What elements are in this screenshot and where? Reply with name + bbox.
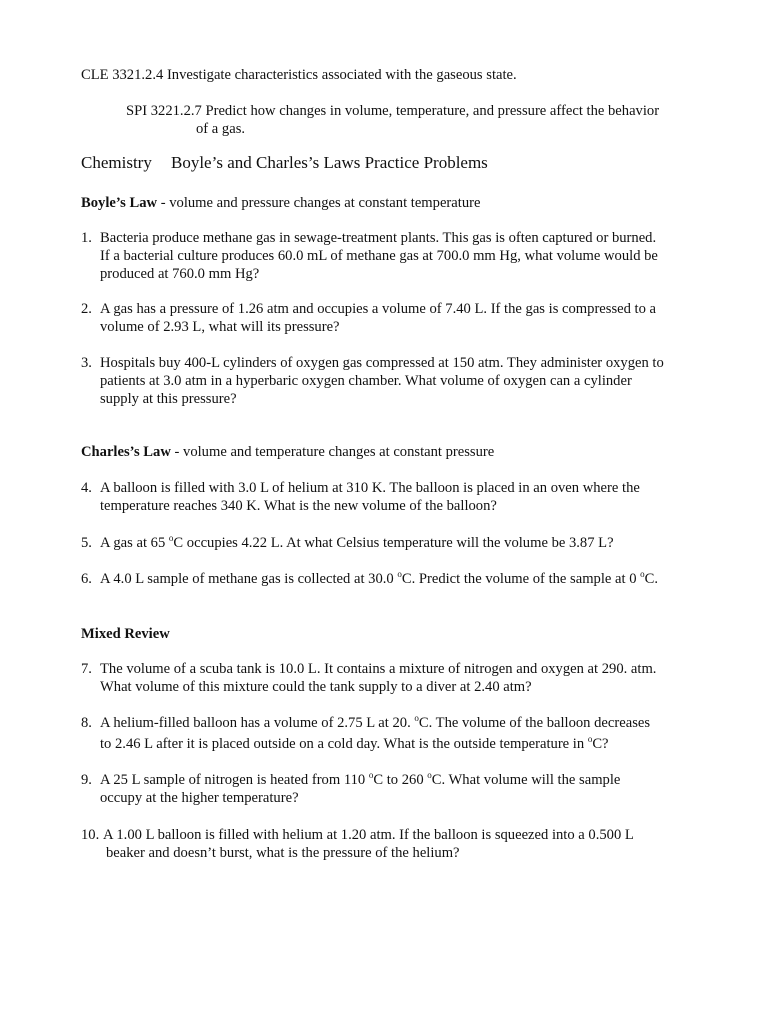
question-number: 1. — [81, 230, 92, 246]
question-number: 6. — [81, 571, 92, 587]
question-number: 8. — [81, 715, 92, 731]
question-text-line: A gas at 65 $^o$C occupies 4.22 L. At what Celsius temperature will the volume be 3.87 L? — [100, 533, 614, 551]
question-number: 2. — [81, 301, 92, 317]
question-text-line: A 1.00 L balloon is filled with helium at 1.20 atm. If the balloon is squeezed into a 0.500 L — [103, 827, 634, 843]
question-text-line: temperature reaches 340 K. What is the new volume of the balloon? — [100, 498, 497, 514]
degree-symbol: o — [368, 770, 374, 780]
question-text-line: A gas has a pressure of 1.26 atm and occupies a volume of 7.40 L. If the gas is compressed to a — [100, 301, 657, 317]
question-text-line: A 4.0 L sample of methane gas is collected at 30.0 $^o$C. Predict the volume of the sample at 0 $^o$C. — [100, 569, 659, 587]
question-text-line: supply at this pressure? — [100, 391, 237, 407]
question-number: 9. — [81, 772, 92, 788]
question-text-line: produced at 760.0 mm Hg? — [100, 266, 260, 282]
question-number: 5. — [81, 535, 92, 551]
question-text-line: Hospitals buy 400-L cylinders of oxygen gas compressed at 150 atm. They administer oxygen to — [100, 355, 664, 371]
section-boyle — [81, 194, 480, 212]
degree-symbol: o — [587, 734, 593, 744]
question-text-line: If a bacterial culture produces 60.0 mL of methane gas at 700.0 mm Hg, what volume would be — [100, 248, 658, 264]
section-mixed-review: Mixed Review — [81, 626, 170, 642]
spi-standard-line2: of a gas. — [196, 121, 246, 137]
section-charles-desc: - volume and temperature changes at constant pressure — [170, 444, 495, 460]
question-text-line: A balloon is filled with 3.0 L of helium at 310 K. The balloon is placed in an oven where the — [100, 480, 640, 496]
section-boyle-name: Boyle’s Law — [81, 195, 158, 211]
question-number: 3. — [81, 355, 92, 371]
question-number: 4. — [81, 480, 92, 496]
question-text-line: to 2.46 L after it is placed outside on a cold day. What is the outside temperature in $^o$C? — [100, 734, 609, 752]
question-text-line: patients at 3.0 atm in a hyperbaric oxygen chamber. What volume of oxygen can a cylinder — [100, 373, 632, 389]
section-charles — [81, 443, 494, 461]
question-number: 10. — [81, 827, 100, 843]
degree-symbol: o — [414, 713, 419, 723]
question-text-line: volume of 2.93 L, what will its pressure? — [100, 319, 340, 335]
spi-standard-line1: SPI 3221.2.7 Predict how changes in volume, temperature, and pressure affect the behavior — [126, 103, 660, 119]
question-text-line: occupy at the higher temperature? — [100, 790, 299, 806]
question-text-line: Bacteria produce methane gas in sewage-treatment plants. This gas is often captured or burned. — [100, 230, 657, 246]
title-subject: Chemistry — [81, 153, 152, 172]
question-text-line: beaker and doesn’t burst, what is the pressure of the helium? — [106, 845, 460, 861]
section-boyle-desc: - volume and pressure changes at constant temperature — [157, 195, 481, 211]
question-text-line: The volume of a scuba tank is 10.0 L. It contains a mixture of nitrogen and oxygen at 290. atm. — [100, 661, 657, 677]
cle-standard: CLE 3321.2.4 Investigate characteristics associated with the gaseous state. — [81, 67, 517, 83]
page-title — [81, 154, 488, 172]
question-text-line: A 25 L sample of nitrogen is heated from 110 $^o$C to 260 $^o$C. What volume will the sample — [100, 770, 621, 788]
degree-symbol: o — [640, 569, 645, 579]
degree-symbol: o — [397, 569, 402, 579]
title-heading: Boyle’s and Charles’s Laws Practice Problems — [171, 153, 488, 172]
question-text-line: A helium-filled balloon has a volume of 2.75 L at 20. $^o$C. The volume of the balloon decreases — [100, 713, 651, 731]
degree-symbol: o — [168, 533, 174, 543]
question-number: 7. — [81, 661, 92, 677]
question-text-line: What volume of this mixture could the tank supply to a diver at 2.40 atm? — [100, 679, 532, 695]
degree-symbol: o — [427, 770, 432, 780]
section-charles-name: Charles’s Law — [81, 444, 171, 460]
